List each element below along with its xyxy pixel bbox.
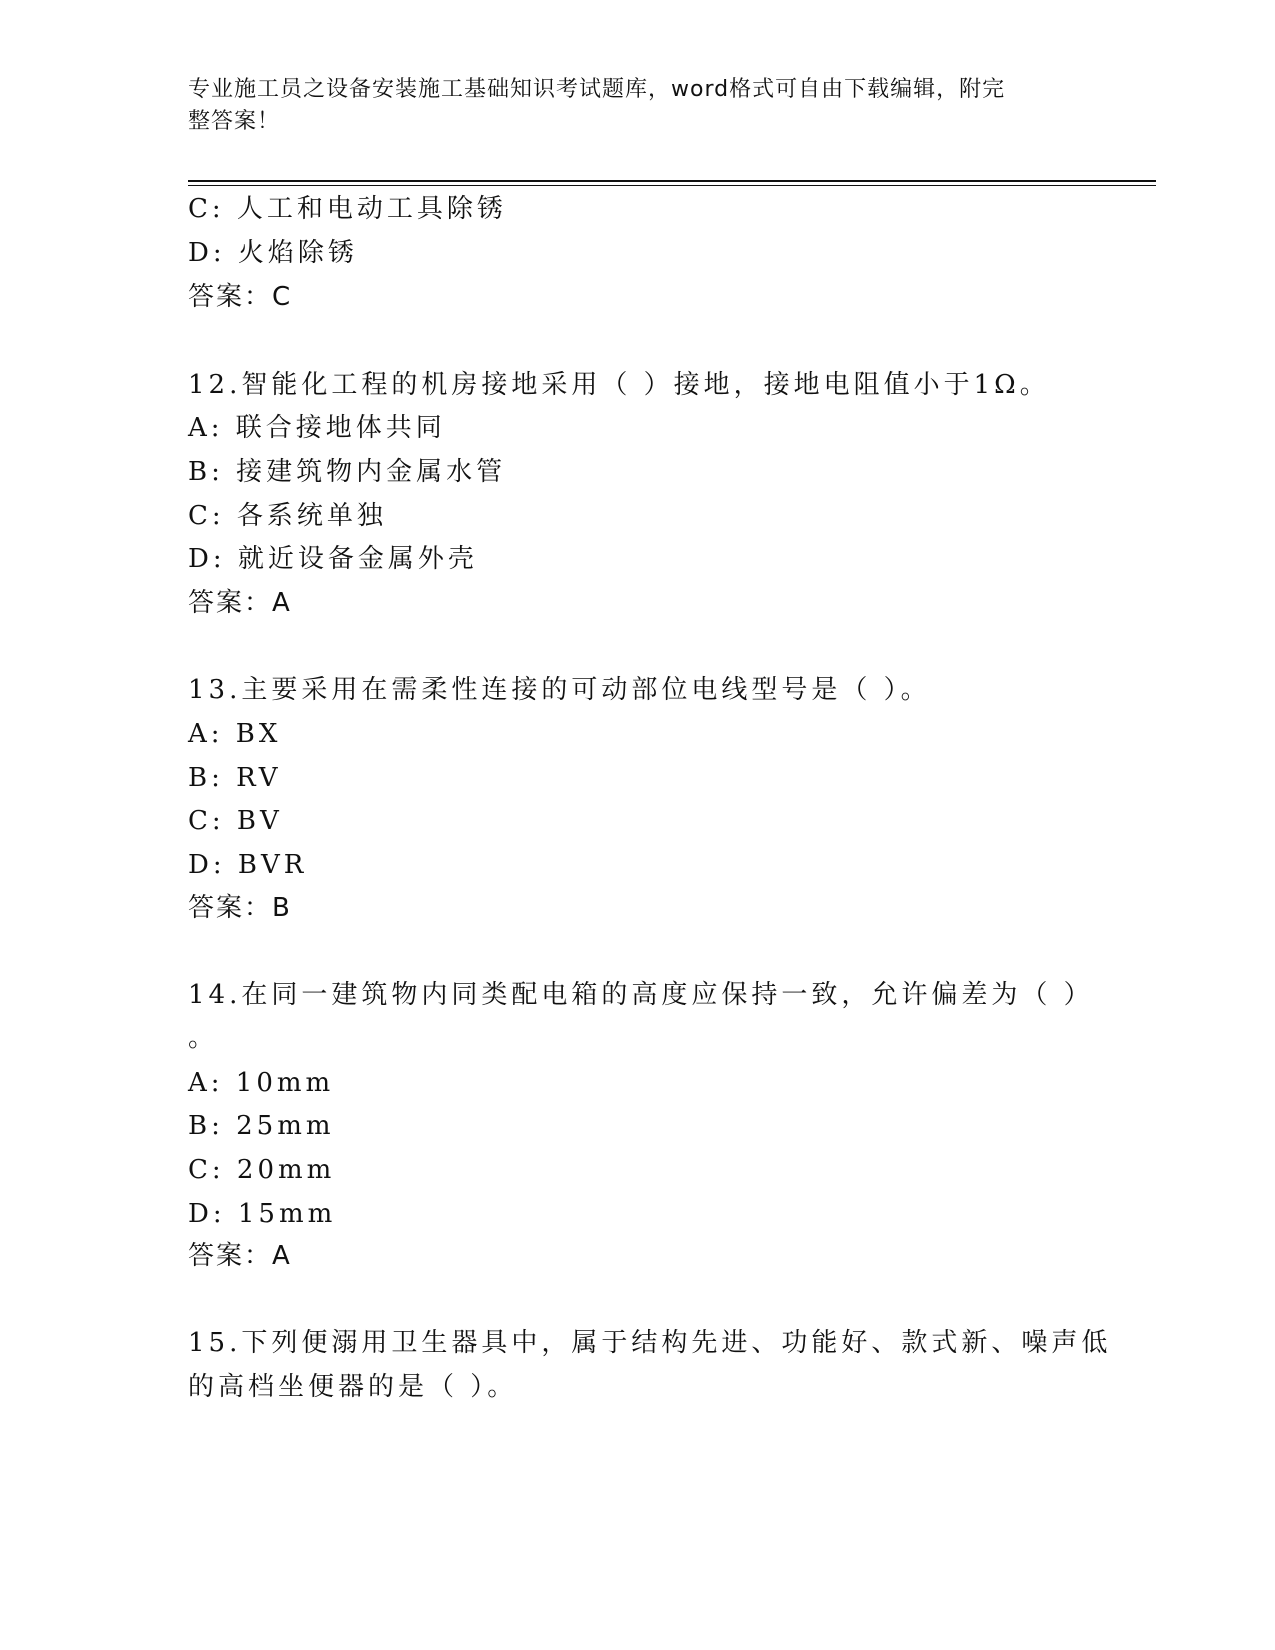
- q14-question-line-2: 。: [188, 1023, 219, 1053]
- q11-option-c: C: 人工和电动工具除锈: [188, 194, 507, 224]
- q14-answer: 答案：A: [188, 1241, 292, 1271]
- q15-question-line-1: 15.下列便溺用卫生器具中，属于结构先进、功能好、款式新、噪声低: [188, 1328, 1112, 1358]
- q12-option-b: B: 接建筑物内金属水管: [188, 457, 507, 487]
- q12-option-a: A: 联合接地体共同: [188, 413, 446, 443]
- q11-option-d: D: 火焰除锈: [188, 238, 358, 268]
- document-header: [188, 74, 1088, 138]
- header-line-1: 专业施工员之设备安装施工基础知识考试题库，word格式可自由下载编辑，附完: [188, 77, 1006, 102]
- header-rule-top: [188, 180, 1156, 182]
- q14-question-line-1: 14.在同一建筑物内同类配电箱的高度应保持一致，允许偏差为（ ）: [188, 980, 1094, 1010]
- q12-question: 12.智能化工程的机房接地采用（ ）接地，接地电阻值小于1Ω。: [188, 370, 1050, 400]
- q14-option-b: B: 25mm: [188, 1111, 335, 1141]
- q13-answer: 答案：B: [188, 893, 292, 923]
- q15-question-line-2: 的高档坐便器的是（ ）。: [188, 1372, 518, 1402]
- header-line-2: 整答案！: [188, 109, 281, 134]
- q14-option-d: D: 15mm: [188, 1199, 337, 1229]
- q13-option-d: D: BVR: [188, 850, 308, 880]
- q11-answer: 答案：C: [188, 282, 293, 312]
- q14-option-a: A: 10mm: [188, 1068, 335, 1098]
- q13-option-a: A: BX: [188, 719, 282, 749]
- q12-option-d: D: 就近设备金属外壳: [188, 544, 478, 574]
- q12-option-c: C: 各系统单独: [188, 501, 387, 531]
- q12-answer: 答案：A: [188, 588, 292, 618]
- q14-option-c: C: 20mm: [188, 1155, 336, 1185]
- q13-option-c: C: BV: [188, 806, 283, 836]
- q13-question: 13.主要采用在需柔性连接的可动部位电线型号是（ ）。: [188, 675, 931, 705]
- q13-option-b: B: RV: [188, 763, 282, 793]
- header-rule-bottom: [188, 185, 1156, 186]
